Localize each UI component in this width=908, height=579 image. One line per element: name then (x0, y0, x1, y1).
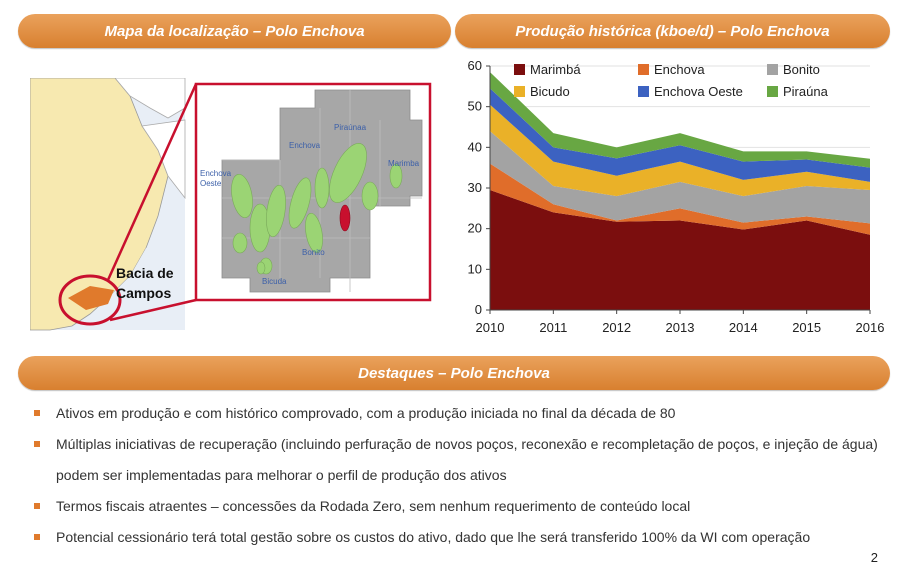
x-tick-label: 2016 (855, 320, 885, 335)
field-label-marimba: Marimba (388, 159, 420, 168)
x-tick-label: 2010 (475, 320, 505, 335)
field-label-bicuda: Bicuda (262, 277, 287, 286)
x-tick-label: 2015 (792, 320, 822, 335)
field-label-enchova: Enchova (289, 141, 321, 150)
bullet-marker (34, 410, 40, 416)
y-tick-label: 40 (467, 139, 482, 155)
legend-swatch (514, 86, 525, 97)
field-label-enchova-oeste-1: Enchova (200, 169, 232, 178)
legend-label: Enchova Oeste (654, 84, 743, 99)
chart-area-series (490, 72, 870, 310)
highlight-text: Ativos em produção e com histórico comprovado, com a produção iniciada no final da década de 80 (56, 405, 676, 421)
legend-swatch (638, 64, 649, 75)
legend-item-pirauna (767, 84, 828, 99)
legend-swatch (514, 64, 525, 75)
highlights-section-header: Destaques – Polo Enchova (18, 356, 890, 390)
highlight-text: Múltiplas iniciativas de recuperação (incluindo perfuração de novos poços, reconexão e recompletação de poços, e injeção de água) podem ser implementadas para melhorar o perfil de produção dos ativos (56, 436, 878, 483)
field-label-piraunaa: Piraúnaa (334, 123, 367, 132)
highlight-item (30, 398, 890, 429)
legend-item-enchova (638, 62, 705, 77)
field-label-enchova-oeste-2: Oeste (200, 179, 222, 188)
bullet-marker (34, 441, 40, 447)
marimba-field-highlight (340, 205, 350, 231)
highlights-list (30, 398, 890, 553)
legend-label: Bicudo (530, 84, 570, 99)
legend-label: Enchova (654, 62, 705, 77)
highlight-item (30, 491, 890, 522)
field-label-bonito: Bonito (302, 248, 325, 257)
highlight-text: Termos fiscais atraentes – concessões da Rodada Zero, sem nenhum requerimento de conteúdo local (56, 498, 691, 514)
legend-item-marimba (514, 62, 581, 77)
legend-item-bonito (767, 62, 820, 77)
legend-item-enchova-oeste (638, 84, 743, 99)
x-tick-label: 2013 (665, 320, 695, 335)
legend-label: Piraúna (783, 84, 828, 99)
legend-label: Marimbá (530, 62, 581, 77)
x-tick-label: 2014 (728, 320, 758, 335)
y-tick-label: 20 (467, 220, 482, 236)
x-tick-label: 2011 (539, 320, 568, 335)
bullet-marker (34, 534, 40, 540)
y-tick-label: 0 (474, 302, 482, 317)
basin-label-line2: Campos (116, 285, 172, 301)
basin-label-line1: Bacia de (116, 265, 174, 281)
legend-swatch (767, 86, 778, 97)
chart-section-header: Produção histórica (kboe/d) – Polo Enchova (455, 14, 890, 48)
highlight-text: Potencial cessionário terá total gestão sobre os custos do ativo, dado que lhe será transferido 100% da WI com operação (56, 529, 811, 545)
highlight-item (30, 429, 890, 491)
y-tick-label: 10 (467, 261, 482, 277)
bullet-marker (34, 503, 40, 509)
y-tick-label: 60 (467, 58, 482, 73)
legend-swatch (767, 64, 778, 75)
y-tick-label: 30 (467, 180, 482, 195)
legend-item-bicudo (514, 84, 570, 99)
page-number: 2 (870, 550, 878, 565)
legend-label: Bonito (783, 62, 820, 77)
y-tick-label: 50 (467, 98, 482, 114)
x-tick-label: 2012 (602, 320, 632, 335)
map-section-header: Mapa da localização – Polo Enchova (18, 14, 451, 48)
legend-swatch (638, 86, 649, 97)
location-map (30, 78, 435, 340)
highlight-item (30, 522, 890, 553)
